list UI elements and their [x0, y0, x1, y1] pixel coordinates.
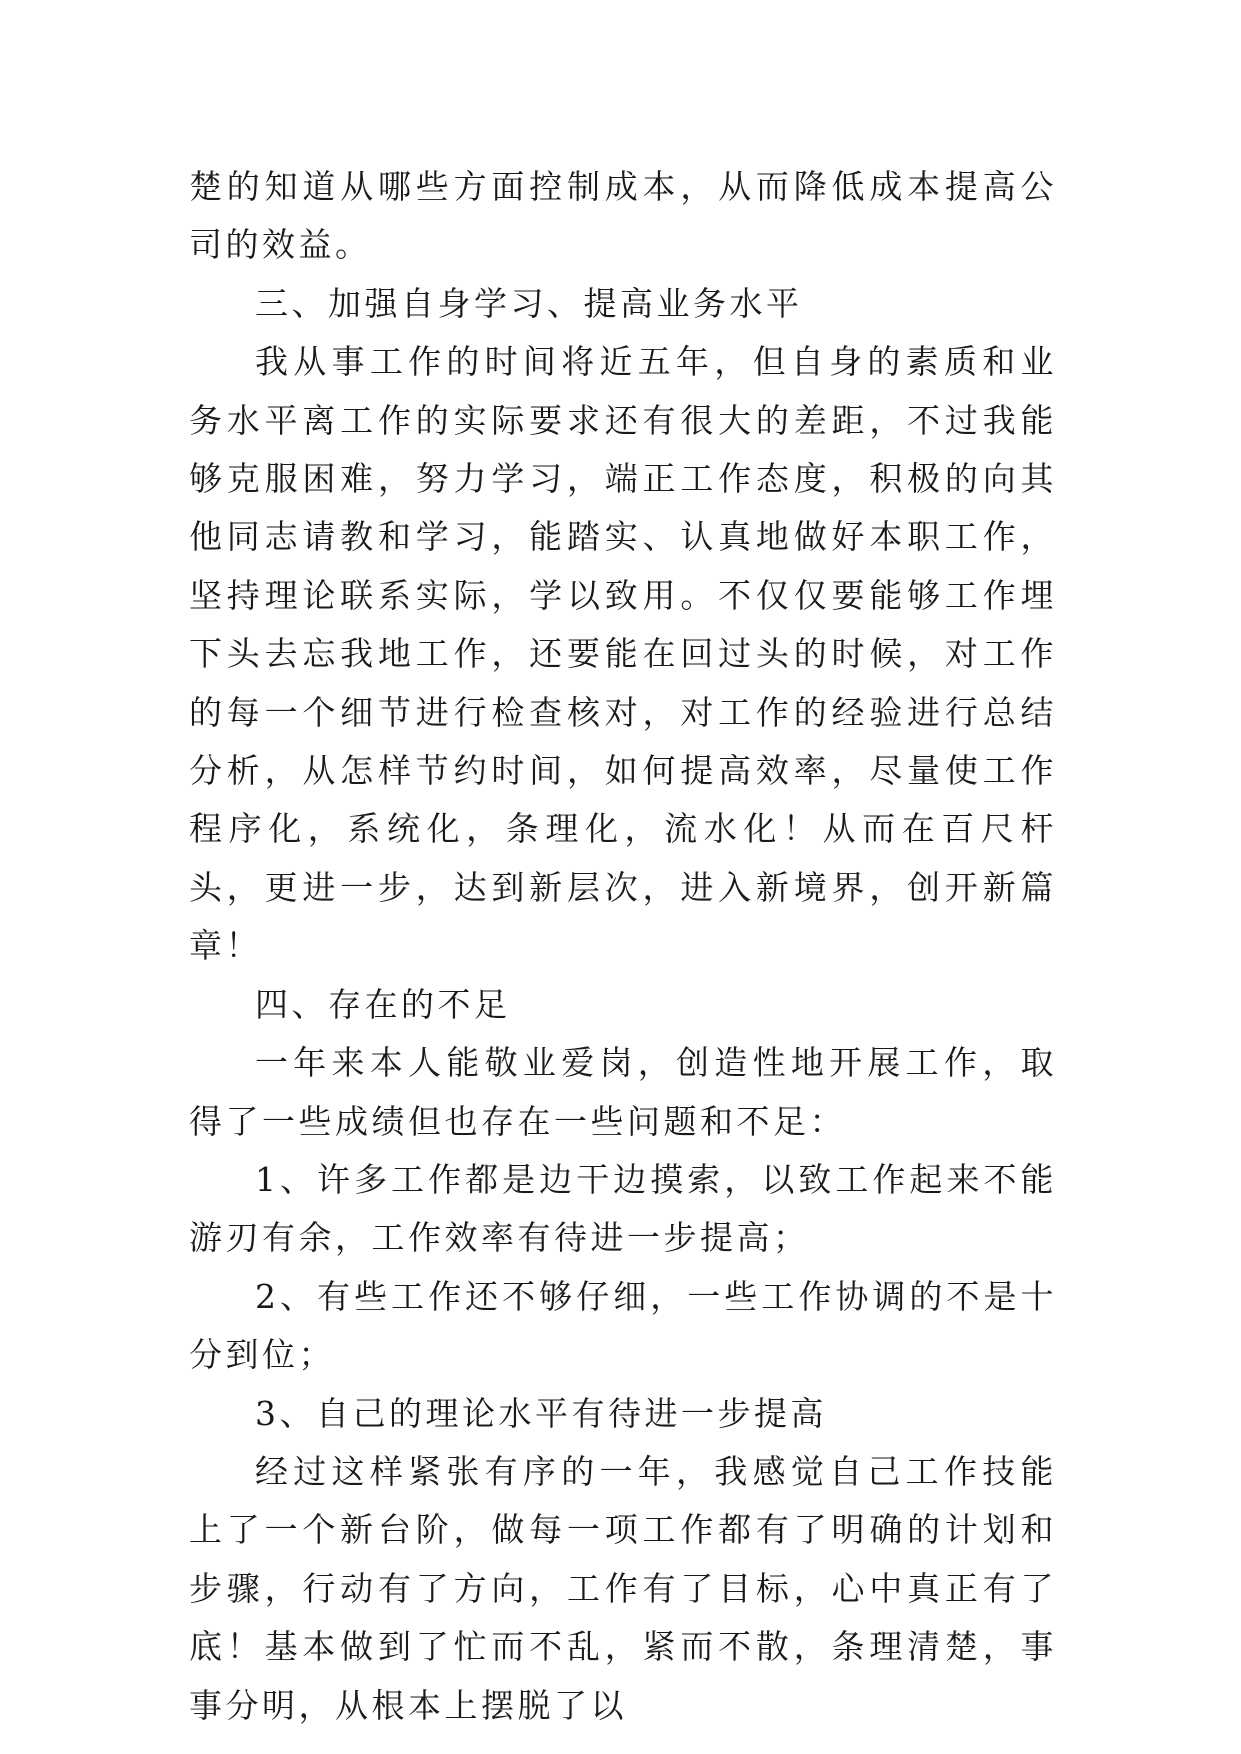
- list-item-1: 1、许多工作都是边干边摸索，以致工作起来不能游刃有余，工作效率有待进一步提高；: [189, 1159, 1057, 1258]
- paragraph-year-summary: 经过这样紧张有序的一年，我感觉自己工作技能上了一个新台阶，做每一项工作都有了明确的计划和步骤，行动有了方向，工作有了目标，心中真正有了底！基本做到了忙而不乱，紧而不散，条理清楚，事事分明，从根本上摆脱了以: [189, 1451, 1057, 1725]
- list-item-3: 3、自己的理论水平有待进一步提高: [255, 1393, 827, 1433]
- paragraph-continuation: 楚的知道从哪些方面控制成本，从而降低成本提高公司的效益。: [189, 167, 1057, 265]
- paragraph-self-study: 我从事工作的时间将近五年，但自身的素质和业务水平离工作的实际要求还有很大的差距，不过我能够克服困难，努力学习，端正工作态度，积极的向其他同志请教和学习，能踏实、认真地做好本职工作，坚持理论联系实际，学以致用。不仅仅要能够工作埋下头去忘我地工作，还要能在回过头的时候，对工作的每一个细节进行检查核对，对工作的经验进行总结分析，从怎样节约时间，如何提高效率，尽量使工作程序化，系统化，条理化，流水化！从而在百尺杆头，更进一步，达到新层次，进入新境界，创开新篇章！: [189, 342, 1057, 966]
- section-heading-4: 四、存在的不足: [255, 984, 511, 1024]
- document-body: [189, 158, 1057, 1735]
- list-item-2: 2、有些工作还不够仔细，一些工作协调的不是十分到位；: [189, 1276, 1057, 1375]
- section-heading-3: 三、加强自身学习、提高业务水平: [255, 283, 803, 323]
- paragraph-shortcomings-intro: 一年来本人能敬业爱岗，创造性地开展工作，取得了一些成绩但也存在一些问题和不足：: [189, 1043, 1057, 1141]
